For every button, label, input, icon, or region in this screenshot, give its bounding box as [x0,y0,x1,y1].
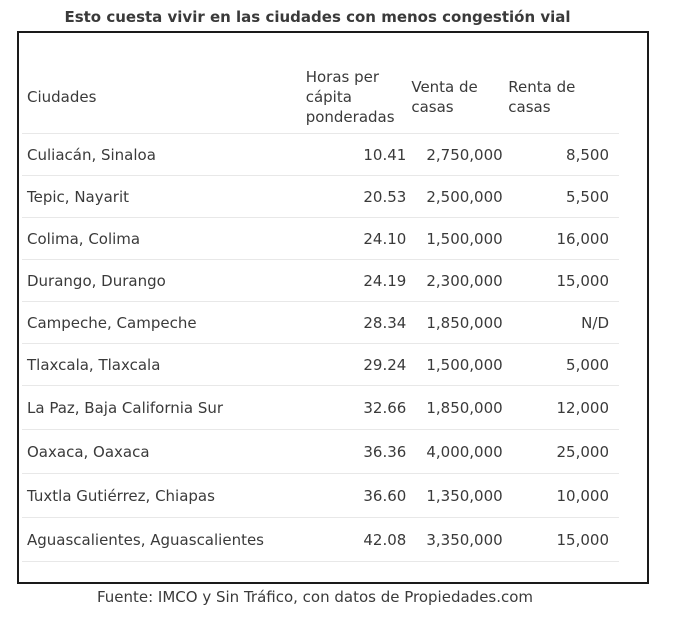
cell-sale: 2,500,000 [406,176,503,218]
cell-sale: 2,300,000 [406,260,503,302]
cell-sale: 1,500,000 [406,218,503,260]
cell-rent: 25,000 [503,430,619,474]
cell-city: Culiacán, Sinaloa [22,134,301,176]
cell-hours: 36.36 [301,430,407,474]
cell-rent: 5,000 [503,344,619,386]
cell-rent: 16,000 [503,218,619,260]
cell-hours: 29.24 [301,344,407,386]
cell-sale: 1,850,000 [406,302,503,344]
cell-sale: 1,850,000 [406,386,503,430]
cell-city: La Paz, Baja California Sur [22,386,301,430]
cell-city: Tuxtla Gutiérrez, Chiapas [22,474,301,518]
cell-rent: 5,500 [503,176,619,218]
cell-city: Oaxaca, Oaxaca [22,430,301,474]
cell-hours: 20.53 [301,176,407,218]
header-hours: Horas per cápita ponderadas [301,61,407,134]
cell-rent: 12,000 [503,386,619,430]
header-sale: Venta de casas [406,61,503,134]
table-row [22,386,619,430]
cell-sale: 4,000,000 [406,430,503,474]
table-row [22,260,619,302]
table-row [22,176,619,218]
table-row [22,474,619,518]
cell-rent: N/D [503,302,619,344]
table-row [22,344,619,386]
cell-sale: 2,750,000 [406,134,503,176]
header-row [22,61,619,134]
cell-hours: 42.08 [301,518,407,562]
cell-rent: 15,000 [503,260,619,302]
cell-city: Colima, Colima [22,218,301,260]
cell-rent: 10,000 [503,474,619,518]
cell-hours: 28.34 [301,302,407,344]
table-title: Esto cuesta vivir en las ciudades con menos congestión vial [64,8,571,26]
table-frame [17,31,649,584]
cell-rent: 15,000 [503,518,619,562]
cell-city: Tepic, Nayarit [22,176,301,218]
cell-sale: 1,500,000 [406,344,503,386]
cell-rent: 8,500 [503,134,619,176]
header-city: Ciudades [22,61,301,134]
cell-sale: 1,350,000 [406,474,503,518]
cell-hours: 36.60 [301,474,407,518]
cell-city: Campeche, Campeche [22,302,301,344]
table-row [22,134,619,176]
cell-hours: 24.19 [301,260,407,302]
table-row [22,218,619,260]
cell-city: Durango, Durango [22,260,301,302]
table-row [22,302,619,344]
cell-hours: 24.10 [301,218,407,260]
table-row [22,518,619,562]
header-rent: Renta de casas [503,61,619,134]
data-table [22,61,619,562]
cell-hours: 10.41 [301,134,407,176]
cell-hours: 32.66 [301,386,407,430]
cell-sale: 3,350,000 [406,518,503,562]
cell-city: Aguascalientes, Aguascalientes [22,518,301,562]
source-note: Fuente: IMCO y Sin Tráfico, con datos de Propiedades.com [96,588,534,606]
table-row [22,430,619,474]
cell-city: Tlaxcala, Tlaxcala [22,344,301,386]
